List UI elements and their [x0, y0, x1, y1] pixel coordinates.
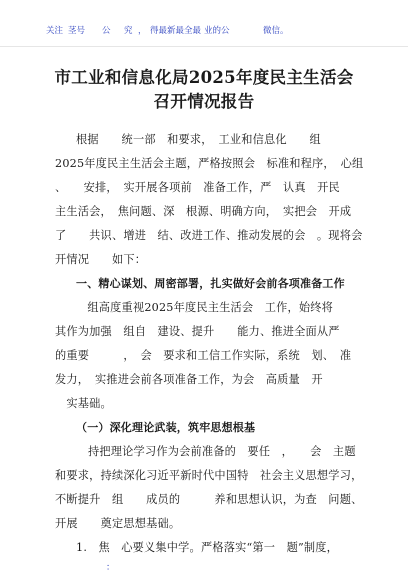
banner-text-7: 业的公: [204, 26, 230, 36]
document-title-line-2: 召开情况报告: [153, 92, 255, 111]
paragraph-line: 不断提升 组 成员的 养和思想认识，为查 问题、: [55, 493, 363, 506]
paragraph-line: 实基础。: [55, 397, 112, 410]
paragraph-line: 发力， 实推进会前各项准备工作，为会 高质量 开: [55, 373, 323, 386]
paragraph-line: 其作为加强 组自 建设、提升 能力、推进全面从严: [55, 325, 340, 338]
paragraph-line: 和要求，持续深化习近平新时代中国特 社会主义思想学习，: [55, 469, 363, 482]
banner-text-6: 得最新最全最: [150, 26, 202, 36]
paragraph-line: 根据 统一部 和要求， 工业和信息化 组: [76, 133, 321, 146]
banner-text-2: 茎号: [68, 26, 86, 36]
paragraph-line: 持把理论学习作为会前准备的 要任 ， 会 主题: [88, 445, 356, 458]
paragraph-line: 了 共识、增进 结、改进工作、推动发展的会 。现将会: [55, 229, 363, 242]
paragraph-line: 开情况 如下：: [55, 253, 147, 266]
banner-text-wechat: 微信。: [263, 26, 289, 36]
banner-text-4: 究: [124, 26, 133, 36]
footer-mark: ：: [106, 563, 116, 573]
banner-text-3: 公: [102, 26, 111, 36]
document-title-line-1: 市工业和信息化局2025年度民主生活会: [54, 68, 354, 87]
subsection-heading-1: （一）深化理论武装，筑牢思想根基: [76, 421, 256, 434]
section-heading-1: 一、精心谋划、周密部署，扎实做好会前各项准备工作: [76, 277, 345, 290]
banner-text-5: ，: [138, 26, 147, 36]
paragraph-line: 组高度重视2025年度民主生活会 工作，始终将: [76, 301, 334, 314]
paragraph-line: 1. 焦 心要义集中学。严格落实“第一 题”制度，: [76, 541, 339, 554]
paragraph-line: 、 安排， 实开展各项前 准备工作，严 认真 开民: [55, 181, 340, 194]
paragraph-line: 2025年度民主生活会主题，严格按照会 标准和程序， 心组: [55, 157, 364, 170]
paragraph-line: 主生活会， 焦问题、深 根源、明确方向， 实把会 开成: [55, 205, 352, 218]
top-banner: [0, 0, 408, 47]
paragraph-line: 开展 奠定思想基础。: [55, 517, 181, 530]
paragraph-line: 的重要 ， 会 要求和工信工作实际，系统 划、 准: [55, 349, 352, 362]
banner-text-follow: 关注: [46, 26, 64, 36]
